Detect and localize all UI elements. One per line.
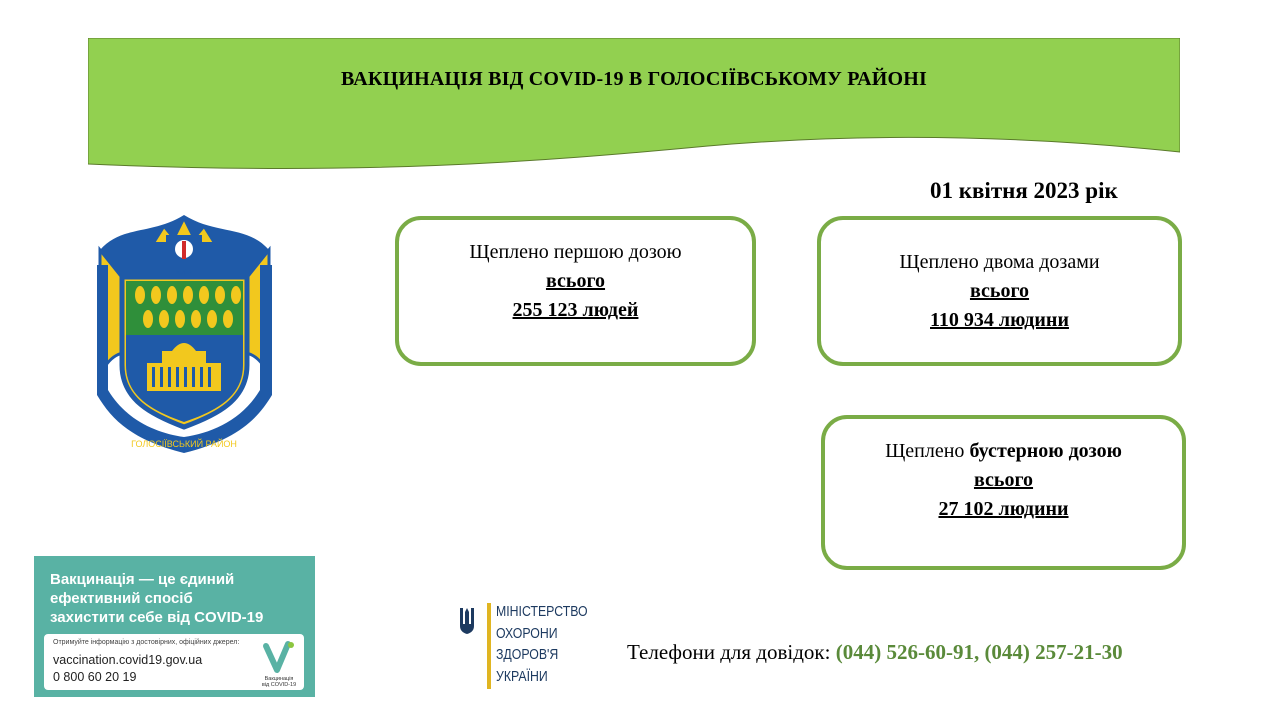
two-doses-label: Щеплено двома дозами bbox=[899, 250, 1100, 273]
trident-icon bbox=[458, 606, 476, 636]
two-doses-count: 110 934 людини bbox=[930, 308, 1069, 331]
ministry-line: МІНІСТЕРСТВО bbox=[496, 603, 588, 620]
promo-headline-line: захистити себе від COVID-19 bbox=[50, 609, 264, 626]
booster-label-prefix: Щеплено bbox=[885, 440, 970, 462]
ministry-logo-text bbox=[496, 601, 588, 687]
title-banner bbox=[88, 38, 1180, 178]
promo-headline bbox=[50, 570, 310, 627]
promo-phone: 0 800 60 20 19 bbox=[53, 670, 137, 684]
ministry-line: ОХОРОНИ bbox=[496, 624, 558, 642]
first-dose-total-label: всього bbox=[545, 270, 606, 292]
ministry-accent-bar bbox=[487, 603, 491, 689]
promo-info-box bbox=[44, 634, 304, 690]
ministry-line: УКРАЇНИ bbox=[496, 667, 548, 685]
booster-label bbox=[885, 437, 1122, 466]
contact-phones bbox=[627, 640, 1123, 665]
booster-count: 27 102 людини bbox=[938, 498, 1069, 520]
report-date: 01 квітня 2023 рік bbox=[930, 178, 1118, 203]
promo-headline-line: Вакцинація — це єдиний bbox=[50, 571, 235, 588]
page-title: ВАКЦИНАЦІЯ ВІД COVID-19 В ГОЛОСІЇВСЬКОМУ РАЙОНІ bbox=[340, 68, 928, 90]
promo-url: vaccination.covid19.gov.ua bbox=[53, 653, 203, 667]
coat-of-arms-icon bbox=[92, 205, 277, 455]
logo-caption-line: від COVID-19 bbox=[261, 682, 297, 688]
booster-total-label: всього bbox=[973, 469, 1034, 491]
vaccination-logo-icon bbox=[258, 640, 300, 688]
two-doses-total-label: всього bbox=[969, 279, 1030, 302]
first-dose-label: Щеплено першою дозою bbox=[469, 241, 682, 263]
two-doses-card bbox=[817, 216, 1182, 366]
promo-headline-line: ефективний спосіб bbox=[50, 590, 193, 607]
promo-note: Отримуйте інформацію з достовірних, офіційних джерел: bbox=[53, 639, 240, 646]
contact-label: Телефони для довідок: bbox=[627, 640, 836, 664]
crown-label: КИЇВ bbox=[176, 270, 192, 277]
first-dose-card bbox=[395, 216, 756, 366]
booster-dose-card bbox=[821, 415, 1186, 570]
contact-numbers: (044) 526-60-91, (044) 257-21-30 bbox=[835, 640, 1123, 664]
logo-caption-line: Вакцинація bbox=[264, 676, 294, 682]
vaccination-promo-banner bbox=[34, 556, 315, 697]
coat-of-arms-label: ГОЛОСІЇВСЬКИЙ РАЙОН bbox=[131, 439, 237, 449]
first-dose-count: 255 123 людей bbox=[512, 299, 639, 321]
ministry-line: ЗДОРОВ'Я bbox=[496, 646, 559, 663]
booster-label-highlight: бустерною дозою bbox=[969, 440, 1122, 462]
